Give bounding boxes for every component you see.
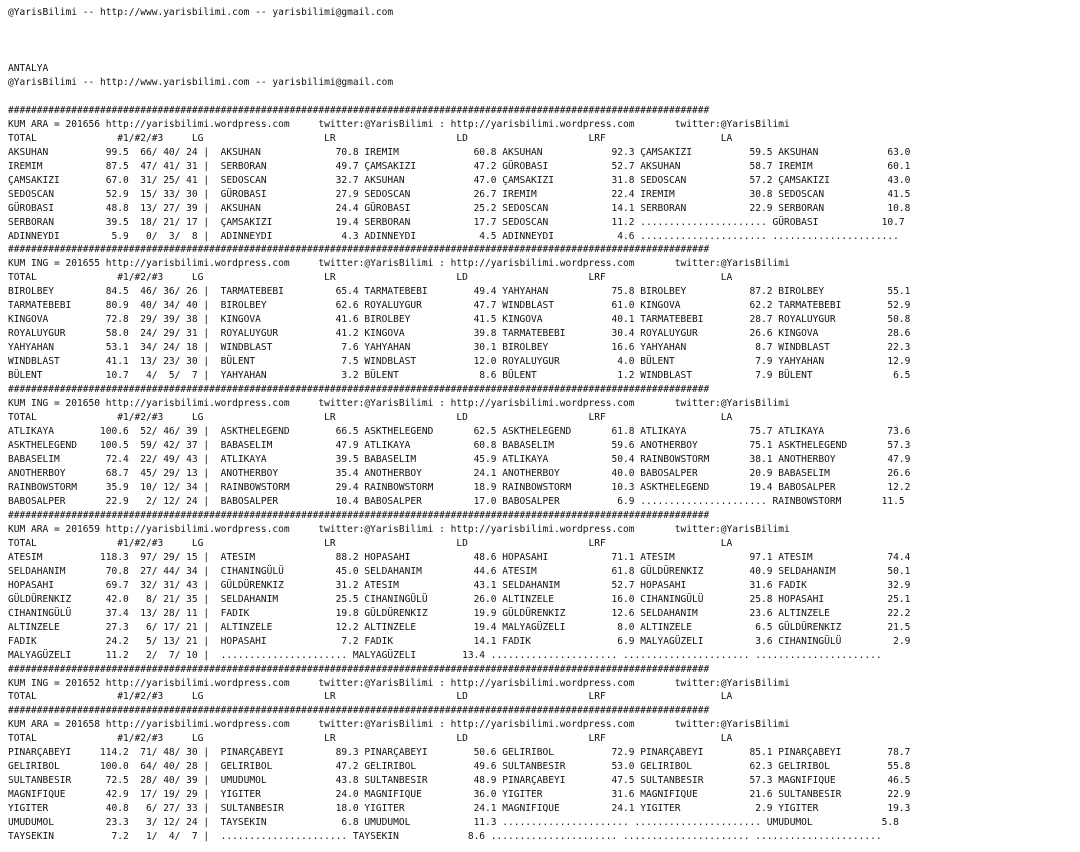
horse-row: WINDBLAST 41.1 13/ 23/ 30 | BÜLENT 7.5 WINDBLAST 12.0 ROYALUYGUR 4.0 BÜLENT 7.9 YAHYAHAN 12.9 [8, 356, 911, 368]
blank-line [8, 48, 910, 62]
horse-row: FADIK 24.2 5/ 13/ 21 | HOPASAHI 7.2 FADIK 14.1 FADIK 6.9 MALYAGÜZELI 3.6 CIHANINGÜLÜ 2.9 [8, 635, 911, 647]
blank-line [8, 20, 910, 34]
horse-row: ATESIM 118.3 97/ 29/ 15 | ATESIM 88.2 HOPASAHI 48.6 HOPASAHI 71.1 ATESIM 97.1 ATESIM 74.4 [8, 551, 911, 563]
column-header: TOTAL #1/#2/#3 LG LR LD LRF LA [8, 691, 733, 703]
horse-row: SELDAHANIM 70.8 27/ 44/ 34 | CIHANINGÜLÜ 45.0 SELDAHANIM 44.6 ATESIM 61.8 GÜLDÜRENKIZ 40.9 SELDAHANIM 50.1 [8, 565, 911, 577]
horse-row: ADINNEYDI 5.9 0/ 3/ 8 | ADINNEYDI 4.3 ADINNEYDI 4.5 ADINNEYDI 4.6 ...................... ...................... [8, 230, 899, 242]
horse-row: TAYSEKIN 7.2 1/ 4/ 7 | ...................... TAYSEKIN 8.6 ...................... ...................... ...................... [8, 831, 882, 843]
race-header: KUM ING = 201652 http://yarisbilimi.wordpress.com twitter:@YarisBilimi : http://yarisbilimi.wordpress.com twitter:@YarisBilimi [8, 677, 790, 689]
horse-row: KINGOVA 72.8 29/ 39/ 38 | KINGOVA 41.6 BIROLBEY 41.5 KINGOVA 40.1 TARMATEBEBI 28.7 ROYALUYGUR 50.8 [8, 314, 911, 326]
horse-row: BÜLENT 10.7 4/ 5/ 7 | YAHYAHAN 3.2 BÜLENT 8.6 BÜLENT 1.2 WINDBLAST 7.9 BÜLENT 6.5 [8, 370, 911, 382]
section-divider: ########################################################################################################################## [8, 244, 710, 256]
column-header: TOTAL #1/#2/#3 LG LR LD LRF LA [8, 272, 733, 284]
horse-row: ATLIKAYA 100.6 52/ 46/ 39 | ASKTHELEGEND 66.5 ASKTHELEGEND 62.5 ASKTHELEGEND 61.8 ATLIKAYA 75.7 ATLIKAYA 73.6 [8, 426, 911, 438]
horse-row: PINARÇABEYI 114.2 71/ 48/ 30 | PINARÇABEYI 89.3 PINARÇABEYI 50.6 GELIRIBOL 72.9 PINARÇABEYI 85.1 PINARÇABEYI 78.7 [8, 747, 911, 759]
horse-row: HOPASAHI 69.7 32/ 31/ 43 | GÜLDÜRENKIZ 31.2 ATESIM 43.1 SELDAHANIM 52.7 HOPASAHI 31.6 FADIK 32.9 [8, 579, 911, 591]
horse-row: ANOTHERBOY 68.7 45/ 29/ 13 | ANOTHERBOY 35.4 ANOTHERBOY 24.1 ANOTHERBOY 40.0 BABOSALPER 20.9 BABASELIM 26.6 [8, 467, 911, 479]
horse-row: MAGNIFIQUE 42.9 17/ 19/ 29 | YIGITER 24.0 MAGNIFIQUE 36.0 YIGITER 31.6 MAGNIFIQUE 21.6 SULTANBESIR 22.9 [8, 789, 911, 801]
race-report-text [8, 6, 910, 844]
column-header: TOTAL #1/#2/#3 LG LR LD LRF LA [8, 412, 733, 424]
horse-row: BABASELIM 72.4 22/ 49/ 43 | ATLIKAYA 39.5 BABASELIM 45.9 ATLIKAYA 50.4 RAINBOWSTORM 38.1 ANOTHERBOY 47.9 [8, 454, 911, 465]
race-header: KUM ARA = 201659 http://yarisbilimi.wordpress.com twitter:@YarisBilimi : http://yarisbilimi.wordpress.com twitter:@YarisBilimi [8, 523, 790, 535]
section-divider: ########################################################################################################################## [8, 509, 710, 521]
horse-row: GELIRIBOL 100.0 64/ 40/ 28 | GELIRIBOL 47.2 GELIRIBOL 49.6 SULTANBESIR 53.0 GELIRIBOL 62.3 GELIRIBOL 55.8 [8, 761, 911, 773]
horse-row: TARMATEBEBI 80.9 40/ 34/ 40 | BIROLBEY 62.6 ROYALUYGUR 47.7 WINDBLAST 61.0 KINGOVA 62.2 TARMATEBEBI 52.9 [8, 300, 911, 312]
horse-row: GÜROBASI 48.8 13/ 27/ 39 | AKSUHAN 24.4 GÜROBASI 25.2 SEDOSCAN 14.1 SERBORAN 22.9 SERBORAN 10.8 [8, 202, 911, 214]
column-header: TOTAL #1/#2/#3 LG LR LD LRF LA [8, 132, 733, 144]
horse-row: GÜLDÜRENKIZ 42.0 8/ 21/ 35 | SELDAHANIM 25.5 CIHANINGÜLÜ 26.0 ALTINZELE 16.0 CIHANINGÜLÜ 25.8 HOPASAHI 25.1 [8, 593, 911, 605]
horse-row: UMUDUMOL 23.3 3/ 12/ 24 | TAYSEKIN 6.8 UMUDUMOL 11.3 ...................... ...................... UMUDUMOL 5.8 [8, 817, 899, 829]
horse-row: SEDOSCAN 52.9 15/ 33/ 30 | GÜROBASI 27.9 SEDOSCAN 26.7 IREMIM 22.4 IREMIM 30.8 SEDOSCAN 41.5 [8, 188, 911, 200]
horse-row: CIHANINGÜLÜ 37.4 13/ 28/ 11 | FADIK 19.8 GÜLDÜRENKIZ 19.9 GÜLDÜRENKIZ 12.6 SELDAHANIM 23.6 ALTINZELE 22.2 [8, 607, 911, 619]
horse-row: MALYAGÜZELI 11.2 2/ 7/ 10 | ...................... MALYAGÜZELI 13.4 ...................... ...................... ...................... [8, 649, 882, 661]
horse-row: RAINBOWSTORM 35.9 10/ 12/ 34 | RAINBOWSTORM 29.4 RAINBOWSTORM 18.9 RAINBOWSTORM 10.3 ASKTHELEGEND 19.4 BABOSALPER 12.2 [8, 481, 911, 493]
column-header: TOTAL #1/#2/#3 LG LR LD LRF LA [8, 733, 733, 745]
contact-line: @YarisBilimi -- http://www.yarisbilimi.com -- yarisbilimi@gmail.com [8, 76, 394, 88]
horse-row: ASKTHELEGEND 100.5 59/ 42/ 37 | BABASELIM 47.9 ATLIKAYA 60.8 BABASELIM 59.6 ANOTHERBOY 75.1 ASKTHELEGEND 57.3 [8, 440, 911, 452]
horse-row: ROYALUYGUR 58.0 24/ 29/ 31 | ROYALUYGUR 41.2 KINGOVA 39.8 TARMATEBEBI 30.4 ROYALUYGUR 26.6 KINGOVA 28.6 [8, 328, 911, 340]
race-header: KUM ARA = 201656 http://yarisbilimi.wordpress.com twitter:@YarisBilimi : http://yarisbilimi.wordpress.com twitter:@YarisBilimi [8, 118, 790, 130]
race-header: KUM ARA = 201658 http://yarisbilimi.wordpress.com twitter:@YarisBilimi : http://yarisbilimi.wordpress.com twitter:@YarisBilimi [8, 719, 790, 731]
horse-row: IREMIM 87.5 47/ 41/ 31 | SERBORAN 49.7 ÇAMSAKIZI 47.2 GÜROBASI 52.7 AKSUHAN 58.7 IREMIM 60.1 [8, 160, 911, 172]
column-header: TOTAL #1/#2/#3 LG LR LD LRF LA [8, 537, 733, 549]
horse-row: BIROLBEY 84.5 46/ 36/ 26 | TARMATEBEBI 65.4 TARMATEBEBI 49.4 YAHYAHAN 75.8 BIROLBEY 87.2 BIROLBEY 55.1 [8, 286, 911, 298]
horse-row: ALTINZELE 27.3 6/ 17/ 21 | ALTINZELE 12.2 ALTINZELE 19.4 MALYAGÜZELI 8.0 ALTINZELE 6.5 GÜLDÜRENKIZ 21.5 [8, 621, 911, 633]
horse-row: AKSUHAN 99.5 66/ 40/ 24 | AKSUHAN 70.8 IREMIM 60.8 AKSUHAN 92.3 ÇAMSAKIZI 59.5 AKSUHAN 63.0 [8, 146, 911, 158]
horse-row: BABOSALPER 22.9 2/ 12/ 24 | BABOSALPER 10.4 BABOSALPER 17.0 BABOSALPER 6.9 ...................... RAINBOWSTORM 11.5 [8, 495, 905, 507]
blank-line [8, 34, 910, 48]
horse-row: ÇAMSAKIZI 67.0 31/ 25/ 41 | SEDOSCAN 32.7 AKSUHAN 47.0 ÇAMSAKIZI 31.8 SEDOSCAN 57.2 ÇAMSAKIZI 43.0 [8, 174, 911, 186]
horse-row: YAHYAHAN 53.1 34/ 24/ 18 | WINDBLAST 7.6 YAHYAHAN 30.1 BIROLBEY 16.6 YAHYAHAN 8.7 WINDBLAST 22.3 [8, 342, 911, 354]
horse-row: SERBORAN 39.5 18/ 21/ 17 | ÇAMSAKIZI 19.4 SERBORAN 17.7 SEDOSCAN 11.2 ...................... GÜROBASI 10.7 [8, 216, 905, 228]
race-header: KUM ING = 201655 http://yarisbilimi.wordpress.com twitter:@YarisBilimi : http://yarisbilimi.wordpress.com twitter:@YarisBilimi [8, 258, 790, 270]
section-divider: ########################################################################################################################## [8, 384, 710, 396]
section-divider: ########################################################################################################################## [8, 705, 710, 717]
race-header: KUM ING = 201650 http://yarisbilimi.wordpress.com twitter:@YarisBilimi : http://yarisbilimi.wordpress.com twitter:@YarisBilimi [8, 398, 790, 410]
contact-line: @YarisBilimi -- http://www.yarisbilimi.com -- yarisbilimi@gmail.com [8, 7, 394, 18]
blank-line [8, 90, 910, 104]
horse-row: SULTANBESIR 72.5 28/ 40/ 39 | UMUDUMOL 43.8 SULTANBESIR 48.9 PINARÇABEYI 47.5 SULTANBESIR 57.3 MAGNIFIQUE 46.5 [8, 775, 911, 787]
section-divider: ########################################################################################################################## [8, 663, 710, 675]
horse-row: YIGITER 40.8 6/ 27/ 33 | SULTANBESIR 18.0 YIGITER 24.1 MAGNIFIQUE 24.1 YIGITER 2.9 YIGITER 19.3 [8, 803, 911, 815]
venue-title: ANTALYA [8, 62, 49, 74]
section-divider: ########################################################################################################################## [8, 104, 710, 116]
